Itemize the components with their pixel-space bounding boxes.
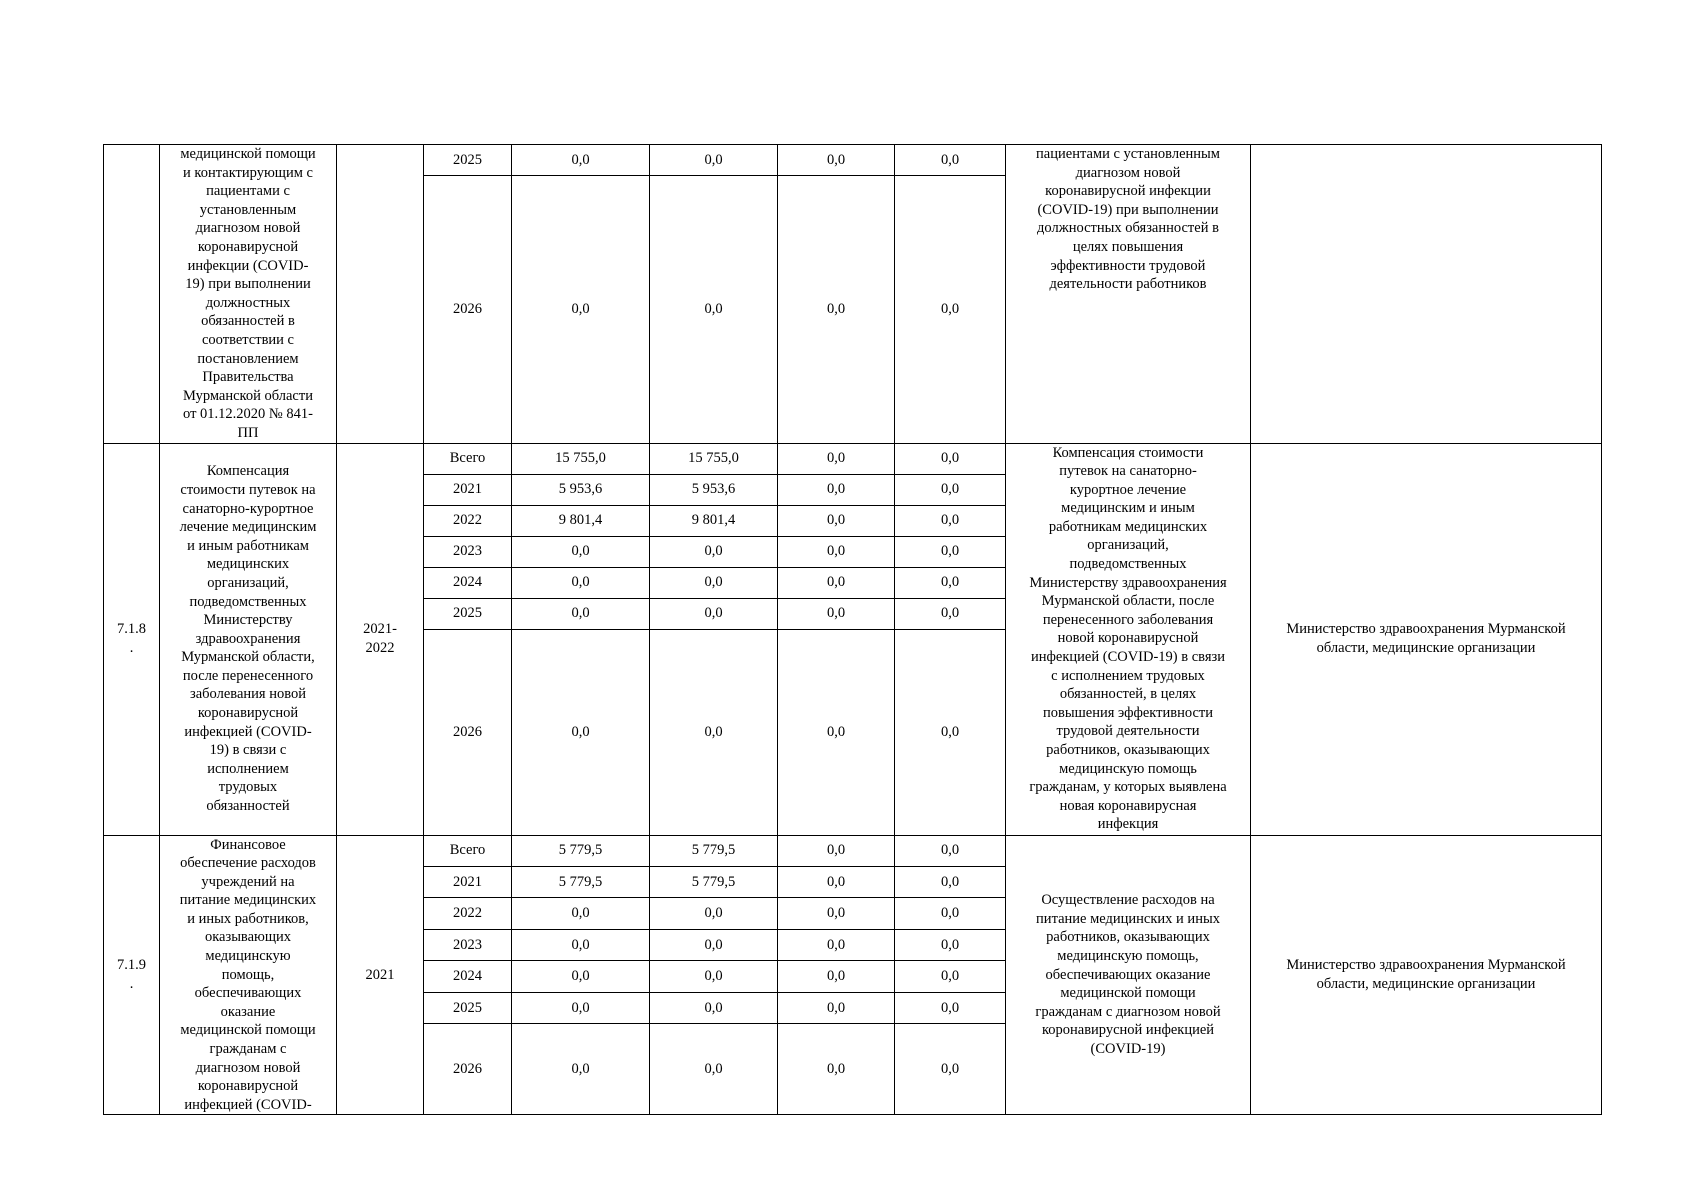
table-body <box>104 145 1602 1115</box>
federal-budget-amount: 0,0 <box>778 961 895 992</box>
federal-budget-amount: 0,0 <box>778 898 895 929</box>
other-sources-amount: 0,0 <box>895 567 1006 598</box>
total-amount: 9 801,4 <box>512 505 650 536</box>
total-amount: 5 779,5 <box>512 866 650 897</box>
federal-budget-amount: 0,0 <box>778 176 895 443</box>
federal-budget-amount: 0,0 <box>778 474 895 505</box>
regional-budget-amount: 0,0 <box>650 629 778 835</box>
federal-budget-amount: 0,0 <box>778 443 895 474</box>
regional-budget-amount: 0,0 <box>650 898 778 929</box>
activity-name: Финансовое обеспечение расходов учреждений на питание медицинских и иных работников, оказывающих медицинскую помощь, обеспечивающих оказание медицинской помощи гражданам с диагнозом новой коронавирусной инфекцией (COVID- <box>160 835 337 1115</box>
year-cell: 2021 <box>424 866 512 897</box>
federal-budget-amount: 0,0 <box>778 145 895 176</box>
regional-budget-amount: 0,0 <box>650 1024 778 1115</box>
year-cell: 2026 <box>424 1024 512 1115</box>
other-sources-amount: 0,0 <box>895 145 1006 176</box>
program-activities-table <box>103 144 1602 1115</box>
total-amount: 0,0 <box>512 567 650 598</box>
year-cell: Всего <box>424 443 512 474</box>
other-sources-amount: 0,0 <box>895 1024 1006 1115</box>
total-amount: 0,0 <box>512 992 650 1023</box>
other-sources-amount: 0,0 <box>895 929 1006 960</box>
regional-budget-amount: 5 779,5 <box>650 866 778 897</box>
year-cell: 2021 <box>424 474 512 505</box>
year-cell: 2025 <box>424 145 512 176</box>
regional-budget-amount: 0,0 <box>650 992 778 1023</box>
year-cell: 2026 <box>424 629 512 835</box>
total-amount: 0,0 <box>512 176 650 443</box>
total-amount: 0,0 <box>512 145 650 176</box>
activity-name: медицинской помощи и контактирующим с пациентами с установленным диагнозом новой коронавирусной инфекции (COVID- 19) при выполнении должностных обязанностей в соответствии с постановлением Правительства Мурманской области от 01.12.2020 № 841- ПП <box>160 145 337 444</box>
federal-budget-amount: 0,0 <box>778 929 895 960</box>
other-sources-amount: 0,0 <box>895 961 1006 992</box>
federal-budget-amount: 0,0 <box>778 992 895 1023</box>
total-amount: 0,0 <box>512 598 650 629</box>
other-sources-amount: 0,0 <box>895 536 1006 567</box>
total-amount: 0,0 <box>512 961 650 992</box>
total-amount: 5 953,6 <box>512 474 650 505</box>
item-number: 7.1.8 . <box>104 443 160 835</box>
total-amount: 0,0 <box>512 898 650 929</box>
year-cell: 2025 <box>424 992 512 1023</box>
implementation-period <box>337 145 424 444</box>
executor <box>1251 145 1602 444</box>
regional-budget-amount: 0,0 <box>650 929 778 960</box>
table-row <box>104 443 1602 474</box>
regional-budget-amount: 0,0 <box>650 598 778 629</box>
year-cell: 2024 <box>424 961 512 992</box>
year-cell: 2025 <box>424 598 512 629</box>
total-amount: 0,0 <box>512 929 650 960</box>
regional-budget-amount: 0,0 <box>650 176 778 443</box>
other-sources-amount: 0,0 <box>895 474 1006 505</box>
federal-budget-amount: 0,0 <box>778 1024 895 1115</box>
regional-budget-amount: 0,0 <box>650 961 778 992</box>
year-cell: 2024 <box>424 567 512 598</box>
regional-budget-amount: 0,0 <box>650 536 778 567</box>
year-cell: 2023 <box>424 929 512 960</box>
regional-budget-amount: 0,0 <box>650 567 778 598</box>
expected-result: пациентами с установленным диагнозом новой коронавирусной инфекции (COVID-19) при выполнении должностных обязанностей в целях повышения эффективности трудовой деятельности работников <box>1006 145 1251 444</box>
federal-budget-amount: 0,0 <box>778 629 895 835</box>
regional-budget-amount: 5 779,5 <box>650 835 778 866</box>
regional-budget-amount: 9 801,4 <box>650 505 778 536</box>
table-row <box>104 145 1602 176</box>
total-amount: 0,0 <box>512 629 650 835</box>
other-sources-amount: 0,0 <box>895 505 1006 536</box>
other-sources-amount: 0,0 <box>895 176 1006 443</box>
regional-budget-amount: 5 953,6 <box>650 474 778 505</box>
expected-result: Компенсация стоимости путевок на санаторно- курортное лечение медицинским и иным работникам медицинских организаций, подведомственных Министерству здравоохранения Мурманской области, после перенесенного заболевания новой коронавирусной инфекцией (COVID-19) в связи с исполнением трудовых обязанностей, в целях повышения эффективности трудовой деятельности работников, оказывающих медицинскую помощь гражданам, у которых выявлена новая коронавирусная инфекция <box>1006 443 1251 835</box>
activity-name: Компенсация стоимости путевок на санаторно-курортное лечение медицинским и иным работникам медицинских организаций, подведомственных Министерству здравоохранения Мурманской области, после перенесенного заболевания новой коронавирусной инфекцией (COVID- 19) в связи с исполнением трудовых обязанностей <box>160 443 337 835</box>
year-cell: 2022 <box>424 505 512 536</box>
total-amount: 0,0 <box>512 536 650 567</box>
item-number <box>104 145 160 444</box>
other-sources-amount: 0,0 <box>895 866 1006 897</box>
total-amount: 0,0 <box>512 1024 650 1115</box>
executor: Министерство здравоохранения Мурманской области, медицинские организации <box>1251 443 1602 835</box>
table-row <box>104 835 1602 866</box>
federal-budget-amount: 0,0 <box>778 567 895 598</box>
regional-budget-amount: 15 755,0 <box>650 443 778 474</box>
federal-budget-amount: 0,0 <box>778 536 895 567</box>
other-sources-amount: 0,0 <box>895 598 1006 629</box>
executor: Министерство здравоохранения Мурманской области, медицинские организации <box>1251 835 1602 1115</box>
year-cell: 2026 <box>424 176 512 443</box>
implementation-period: 2021 <box>337 835 424 1115</box>
other-sources-amount: 0,0 <box>895 443 1006 474</box>
total-amount: 5 779,5 <box>512 835 650 866</box>
total-amount: 15 755,0 <box>512 443 650 474</box>
implementation-period: 2021- 2022 <box>337 443 424 835</box>
federal-budget-amount: 0,0 <box>778 835 895 866</box>
year-cell: Всего <box>424 835 512 866</box>
other-sources-amount: 0,0 <box>895 629 1006 835</box>
year-cell: 2023 <box>424 536 512 567</box>
other-sources-amount: 0,0 <box>895 835 1006 866</box>
year-cell: 2022 <box>424 898 512 929</box>
federal-budget-amount: 0,0 <box>778 866 895 897</box>
federal-budget-amount: 0,0 <box>778 505 895 536</box>
regional-budget-amount: 0,0 <box>650 145 778 176</box>
federal-budget-amount: 0,0 <box>778 598 895 629</box>
expected-result: Осуществление расходов на питание медицинских и иных работников, оказывающих медицинскую помощь, обеспечивающих оказание медицинской помощи гражданам с диагнозом новой коронавирусной инфекцией (COVID-19) <box>1006 835 1251 1115</box>
other-sources-amount: 0,0 <box>895 992 1006 1023</box>
item-number: 7.1.9 . <box>104 835 160 1115</box>
other-sources-amount: 0,0 <box>895 898 1006 929</box>
